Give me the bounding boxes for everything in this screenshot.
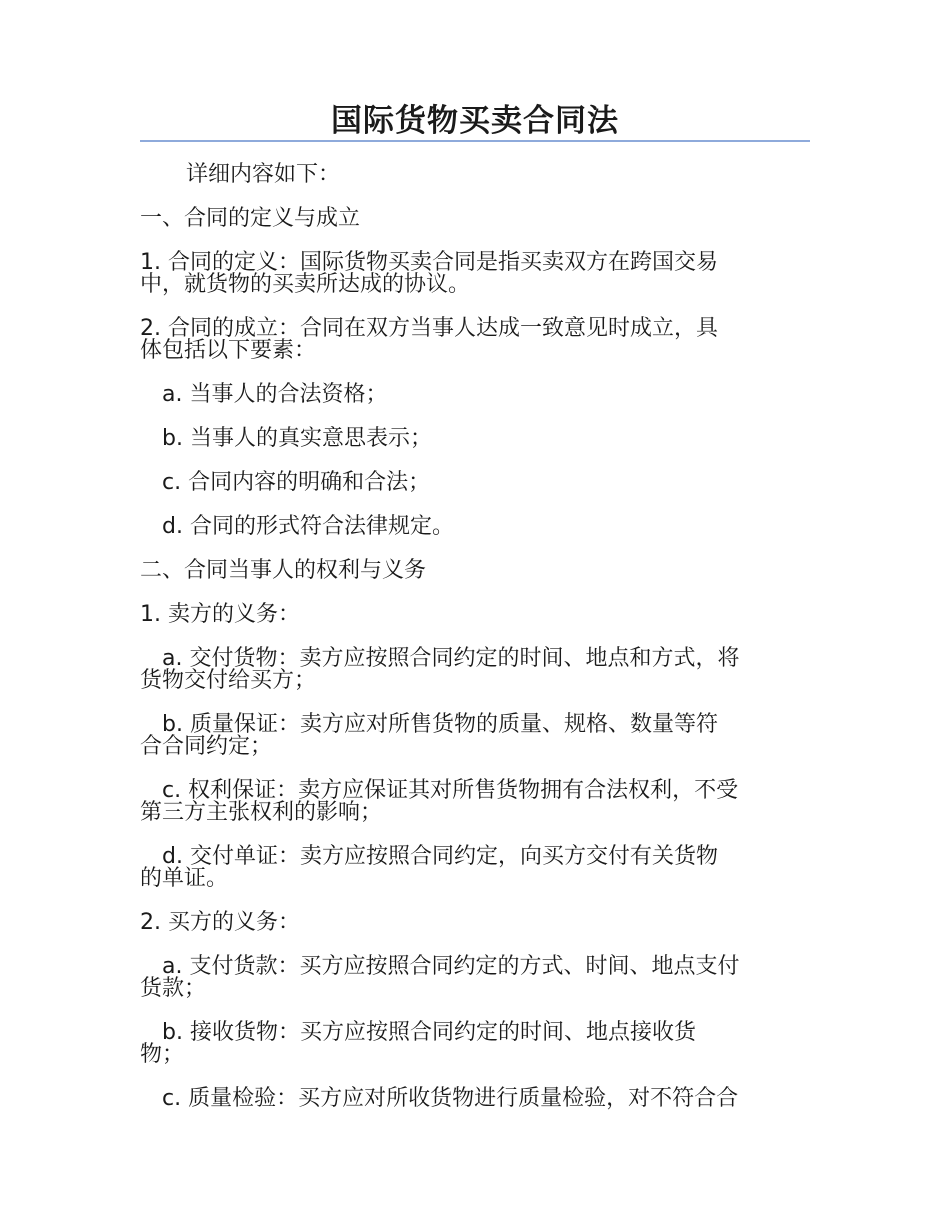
paragraph-line: a. 支付货款：买方应按照合同约定的方式、时间、地点支付 [162, 954, 740, 979]
list-item [140, 846, 810, 890]
seller-obligations-heading: 1. 卖方的义务： [140, 602, 300, 627]
paragraph-line: 2. 合同的成立：合同在双方当事人达成一致意见时成立，具 [140, 316, 718, 341]
paragraph-line: 货物交付给买方； [140, 668, 317, 693]
paragraph-contract-definition [140, 252, 810, 296]
paragraph-line: 货款； [140, 976, 207, 1001]
paragraph-line: 物； [140, 1042, 185, 1067]
paragraph-line: a. 交付货物：卖方应按照合同约定的时间、地点和方式，将 [162, 646, 740, 671]
list-item: c. 合同内容的明确和合法； [162, 470, 431, 495]
paragraph-line: d. 交付单证：卖方应按照合同约定，向买方交付有关货物 [162, 844, 718, 869]
paragraph-line: 第三方主张权利的影响； [140, 800, 383, 825]
paragraph-line: 的单证。 [140, 866, 229, 891]
paragraph-line: 合合同约定； [140, 734, 273, 759]
intro-text: 详细内容如下： [186, 162, 341, 187]
list-item: a. 当事人的合法资格； [162, 382, 388, 407]
list-item [140, 1088, 810, 1110]
list-item [140, 714, 810, 758]
list-item: b. 当事人的真实意思表示； [162, 426, 432, 451]
section-2-heading: 二、合同当事人的权利与义务 [140, 558, 427, 583]
document-title: 国际货物买卖合同法 [331, 103, 619, 139]
paragraph-contract-formation [140, 318, 810, 362]
paragraph-line: b. 接收货物：买方应按照合同约定的时间、地点接收货 [162, 1020, 696, 1045]
list-item [140, 1022, 810, 1066]
list-item: d. 合同的形式符合法律规定。 [162, 514, 454, 539]
paragraph-line: 体包括以下要素： [140, 338, 317, 363]
paragraph-line: c. 权利保证：卖方应保证其对所售货物拥有合法权利，不受 [162, 778, 739, 803]
list-item [140, 780, 810, 824]
buyer-obligations-heading: 2. 买方的义务： [140, 910, 300, 935]
section-1-heading: 一、合同的定义与成立 [140, 206, 361, 231]
document-page [140, 100, 810, 1110]
paragraph-line: 1. 合同的定义：国际货物买卖合同是指买卖双方在跨国交易 [140, 250, 718, 275]
paragraph-line: b. 质量保证：卖方应对所售货物的质量、规格、数量等符 [162, 712, 718, 737]
paragraph-line: 中，就货物的买卖所达成的协议。 [140, 272, 471, 297]
list-item [140, 956, 810, 1000]
paragraph-line: c. 质量检验：买方应对所收货物进行质量检验，对不符合合 [162, 1086, 739, 1111]
list-item [140, 648, 810, 692]
